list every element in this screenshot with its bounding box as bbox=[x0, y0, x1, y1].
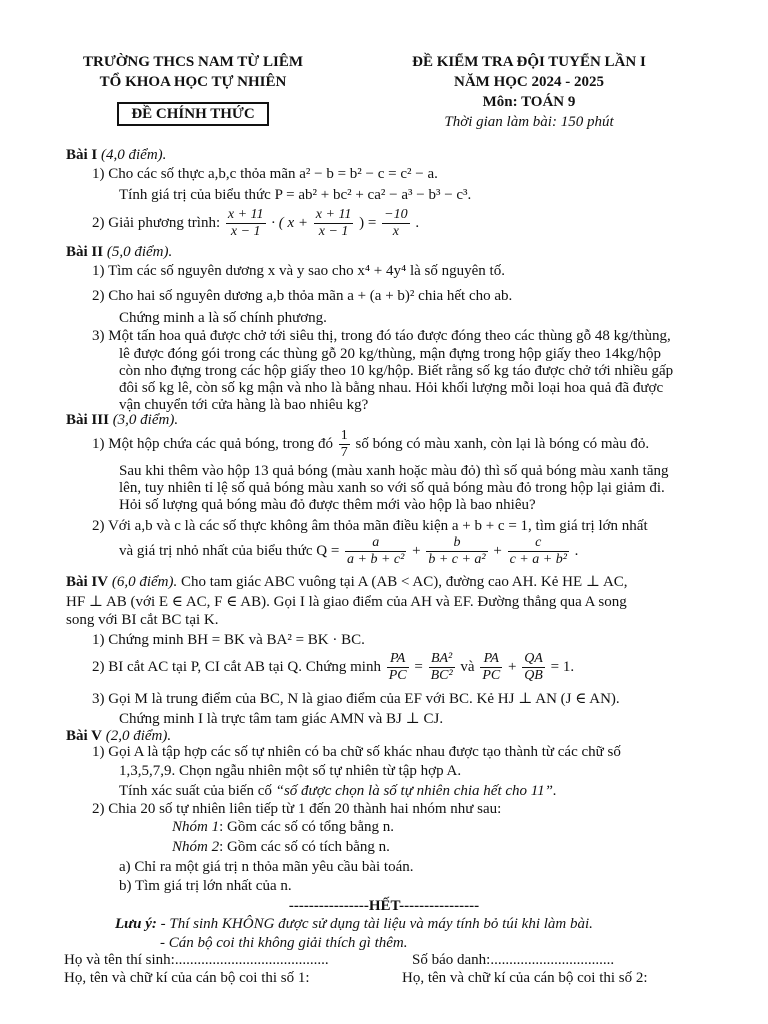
group-2 bbox=[172, 838, 768, 856]
section-2-points: (5,0 điểm). bbox=[106, 244, 173, 260]
conjunction: và bbox=[460, 659, 475, 675]
official-label: ĐỀ CHÍNH THỨC bbox=[117, 102, 268, 126]
plus-sign: + bbox=[493, 543, 502, 559]
q5-2-line-a: 2) Chia 20 số tự nhiên liên tiếp từ 1 đến 20 thành hai nhóm như sau: bbox=[92, 801, 502, 817]
department-name: TỔ KHOA HỌC TỰ NHIÊN bbox=[99, 74, 287, 90]
group-2-label: Nhóm 2 bbox=[172, 839, 220, 855]
subject: Môn: TOÁN 9 bbox=[482, 94, 576, 110]
q3-1-line-c: lên, tuy nhiên tỉ lệ số quả bóng màu xanh so với số quả bóng màu đỏ trong hộp lại giảm đi. bbox=[119, 480, 665, 496]
fraction bbox=[345, 535, 406, 568]
section-4-intro-a: Cho tam giác ABC vuông tại A (AB < AC), đường cao AH. Kẻ HE ⊥ AC, bbox=[181, 574, 628, 590]
group-1 bbox=[172, 818, 768, 836]
q1-1-line-a: 1) Cho các số thực a,b,c thỏa mãn a² − b = b² − c = c² − a. bbox=[92, 166, 438, 182]
section-2-title: Bài II bbox=[66, 244, 104, 260]
q3-1-line-b: Sau khi thêm vào hộp 13 quả bóng (màu xanh hoặc màu đỏ) thì số quả bóng màu xanh tăng bbox=[119, 463, 669, 479]
fraction-numerator: PA bbox=[480, 651, 502, 668]
q2-3-line-b: lê được đóng gói trong các thùng gỗ 20 kg/thùng, mận đựng trong hộp giấy theo 14kg/hộp bbox=[119, 346, 662, 362]
q5-1-line-b: 1,3,5,7,9. Chọn ngẫu nhiên một số tự nhiên từ tập hợp A. bbox=[119, 763, 462, 779]
fraction-numerator: x + 11 bbox=[227, 207, 264, 223]
q2-3-line-d: đôi số kg lê, còn số kg mận và nho là bằng nhau. Hỏi khối lượng mỗi loại hoa quả đã được bbox=[119, 380, 664, 396]
q5-1-prefix: Tính xác suất của biến cố bbox=[119, 783, 272, 799]
q5-2-b: b) Tìm giá trị lớn nhất của n. bbox=[119, 878, 292, 894]
q3-2-line-b bbox=[119, 532, 768, 570]
fraction-denominator: QB bbox=[524, 668, 543, 684]
fraction-numerator: 1 bbox=[340, 428, 348, 444]
note-line-1 bbox=[115, 915, 768, 933]
q4-2-prefix: 2) BI cắt AC tại P, CI cắt AB tại Q. Chứng minh bbox=[92, 659, 381, 675]
q4-1: 1) Chứng minh BH = BK và BA² = BK · BC. bbox=[92, 632, 365, 648]
group-1-label: Nhóm 1 bbox=[172, 819, 220, 835]
fraction bbox=[226, 207, 266, 240]
fraction bbox=[387, 651, 409, 684]
q1-2-equation bbox=[92, 205, 768, 241]
section-4-intro-b: HF ⊥ AB (với E ∈ AC, F ∈ AB). Gọi I là giao điểm của AH và EF. Đường thẳng qua A song bbox=[66, 594, 627, 610]
school-name: TRƯỜNG THCS NAM TỪ LIÊM bbox=[82, 54, 304, 70]
section-3-points: (3,0 điểm). bbox=[112, 412, 179, 428]
section-4-title: Bài IV bbox=[66, 574, 109, 590]
header-right bbox=[386, 52, 672, 132]
q5-1-event: “số được chọn là số tự nhiên chia hết cho 11”. bbox=[275, 783, 557, 799]
note-text-1: - Thí sinh KHÔNG được sử dụng tài liệu và máy tính bỏ túi khi làm bài. bbox=[160, 916, 593, 932]
section-4-intro-c: song với BI cắt BC tại K. bbox=[66, 612, 219, 628]
q5-2-a: a) Chỉ ra một giá trị n thỏa mãn yêu cầu bài toán. bbox=[119, 859, 414, 875]
q2-2-line-a: 2) Cho hai số nguyên dương a,b thỏa mãn a + (a + b)² chia hết cho ab. bbox=[92, 288, 513, 304]
proctor-2-field: Họ, tên và chữ kí của cán bộ coi thi số 2: bbox=[402, 970, 648, 986]
end-mark: ----------------HẾT---------------- bbox=[288, 898, 480, 914]
fraction-denominator: x − 1 bbox=[318, 224, 349, 240]
q2-3-line-a: 3) Một tấn hoa quả được chở tới siêu thị, trong đó táo được đóng theo các thùng gỗ 48 kg/thùng, bbox=[92, 328, 671, 344]
equation-end: . bbox=[415, 215, 420, 231]
fraction-numerator: −10 bbox=[384, 207, 408, 223]
fraction bbox=[314, 207, 354, 240]
q1-1-line-b: Tính giá trị của biểu thức P = ab² + bc² + ca² − a³ − b³ − c³. bbox=[119, 187, 472, 203]
plus-sign: + bbox=[507, 659, 517, 675]
section-5-title: Bài V bbox=[66, 728, 102, 744]
fraction bbox=[382, 207, 409, 240]
section-1-title: Bài I bbox=[66, 147, 98, 163]
fraction bbox=[339, 428, 350, 461]
section-2-heading bbox=[66, 243, 768, 261]
fraction-numerator: b bbox=[426, 535, 487, 552]
group-2-text: : Gồm các số có tích bằng n. bbox=[219, 839, 390, 855]
q3-2-prefix: và giá trị nhỏ nhất của biểu thức Q = bbox=[119, 543, 340, 559]
note-line-2: - Cán bộ coi thi không giải thích gì thêm. bbox=[160, 935, 408, 951]
fraction-numerator: QA bbox=[524, 651, 543, 667]
section-1-points: (4,0 điểm). bbox=[101, 147, 167, 163]
q2-3-line-c: còn nho đựng trong các hộp giấy theo 10 kg/hộp. Biết rằng số kg táo được chở tới nhiều gấp bbox=[119, 363, 674, 379]
q3-1-line-a bbox=[92, 426, 768, 462]
q4-3-line-a: 3) Gọi M là trung điểm của BC, N là giao điểm của EF với BC. Kẻ HJ ⊥ AN (J ∈ AN). bbox=[92, 691, 620, 707]
q5-1-line-c bbox=[119, 782, 768, 800]
fraction-denominator: x bbox=[392, 224, 399, 240]
equation-close: ) = bbox=[359, 215, 377, 231]
fraction-denominator: 7 bbox=[340, 445, 348, 461]
fraction bbox=[426, 535, 487, 568]
note-label: Lưu ý: bbox=[115, 916, 157, 932]
section-4-points: (6,0 điểm). bbox=[111, 574, 178, 590]
fraction-denominator: PC bbox=[482, 668, 501, 684]
q2-1: 1) Tìm các số nguyên dương x và y sao cho x⁴ + 4y⁴ là số nguyên tố. bbox=[92, 263, 505, 279]
fraction-numerator: c bbox=[508, 535, 569, 552]
candidate-id-field: Số báo danh:................................. bbox=[412, 952, 615, 968]
section-1-heading bbox=[66, 146, 768, 164]
fraction-numerator: BA² bbox=[429, 651, 455, 668]
equation-middle: · ( x + bbox=[271, 215, 309, 231]
fraction-denominator: c + a + b² bbox=[509, 552, 567, 568]
section-4-heading bbox=[66, 573, 768, 591]
equals-sign: = bbox=[414, 659, 423, 675]
q2-3-line-e: vận chuyển tới cửa hàng là bao nhiêu kg? bbox=[119, 397, 369, 413]
q3-2-line-a: 2) Với a,b và c là các số thực không âm thỏa mãn điều kiện a + b + c = 1, tìm giá trị lớn nhất bbox=[92, 518, 648, 534]
q5-1-line-a: 1) Gọi A là tập hợp các số tự nhiên có ba chữ số khác nhau được tạo thành từ các chữ số bbox=[92, 744, 621, 760]
fraction-denominator: b + c + a² bbox=[428, 552, 486, 568]
fraction-numerator: PA bbox=[387, 651, 409, 668]
fraction bbox=[480, 651, 502, 684]
q4-2 bbox=[92, 648, 768, 686]
exam-title: ĐỀ KIỂM TRA ĐỘI TUYỂN LẦN I bbox=[412, 54, 646, 70]
group-1-text: : Gồm các số có tổng bằng n. bbox=[219, 819, 395, 835]
fraction-numerator: x + 11 bbox=[315, 207, 352, 223]
q3-1-line-d: Hỏi số lượng quả bóng màu đỏ được thêm mới vào hộp là bao nhiêu? bbox=[119, 497, 536, 513]
candidate-name-field: Họ và tên thí sinh:......................................... bbox=[64, 952, 329, 968]
fraction-denominator: x − 1 bbox=[230, 224, 261, 240]
school-year: NĂM HỌC 2024 - 2025 bbox=[454, 74, 604, 90]
q3-1-suffix: số bóng có màu xanh, còn lại là bóng có màu đỏ. bbox=[355, 436, 650, 452]
q4-3-line-b: Chứng minh I là trực tâm tam giác AMN và BJ ⊥ CJ. bbox=[119, 711, 444, 727]
fraction bbox=[508, 535, 569, 568]
fraction bbox=[429, 651, 455, 684]
proctor-1-field: Họ, tên và chữ kí của cán bộ coi thi số 1: bbox=[64, 970, 310, 986]
plus-sign: + bbox=[412, 543, 421, 559]
fraction-denominator: a + b + c² bbox=[347, 552, 405, 568]
fraction-numerator: a bbox=[345, 535, 406, 552]
period: . bbox=[574, 543, 579, 559]
header-left bbox=[62, 52, 324, 126]
equation-end: = 1. bbox=[550, 659, 575, 675]
fraction-denominator: PC bbox=[388, 668, 407, 684]
q3-1-prefix: 1) Một hộp chứa các quả bóng, trong đó bbox=[92, 436, 333, 452]
q2-2-line-b: Chứng minh a là số chính phương. bbox=[119, 310, 327, 326]
section-5-points: (2,0 điểm). bbox=[105, 728, 172, 744]
fraction-denominator: BC² bbox=[430, 668, 453, 684]
section-3-title: Bài III bbox=[66, 412, 109, 428]
duration: Thời gian làm bài: 150 phút bbox=[444, 114, 614, 130]
q1-2-prefix: 2) Giải phương trình: bbox=[92, 215, 221, 231]
fraction bbox=[522, 651, 545, 684]
